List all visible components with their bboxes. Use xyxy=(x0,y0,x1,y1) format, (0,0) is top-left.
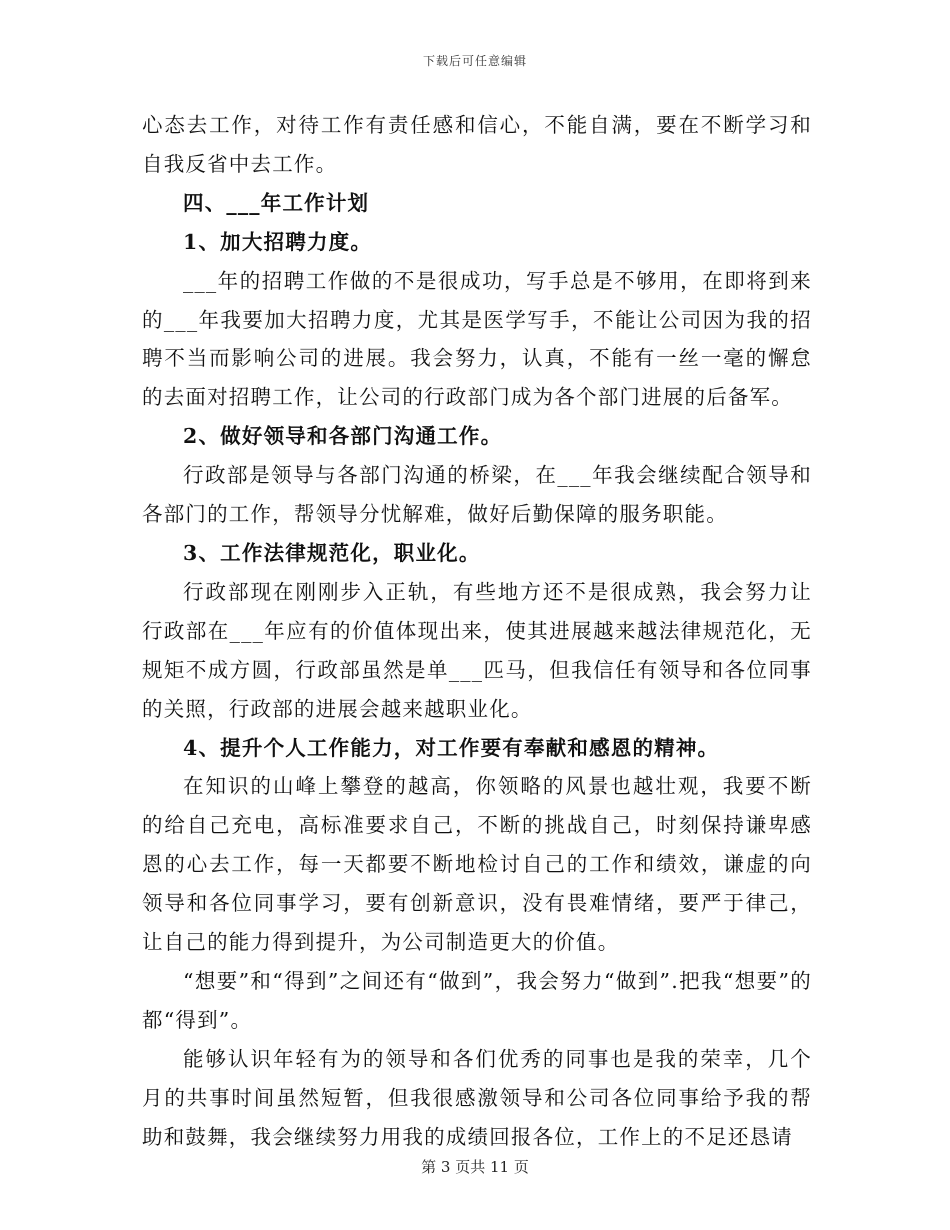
paragraph: “想要”和“得到”之间还有“做到”，我会努力“做到”.把我“想要”的都“得到”。 xyxy=(142,968,812,1032)
subsection-heading: 3、工作法律规范化，职业化。 xyxy=(183,540,481,565)
paragraph: ___年的招聘工作做的不是很成功，写手总是不够用，在即将到来的___年我要加大招聘力度，尤其是医学写手，不能让公司因为我的招聘不当而影响公司的进展。我会努力，认真，不能有一丝一毫的懈怠的去面对招聘工作，让公司的行政部门成为各个部门进展的后备军。 xyxy=(142,268,812,410)
subsection-heading: 1、加大招聘力度。 xyxy=(183,229,373,254)
document-body xyxy=(142,106,812,1156)
paragraph: 行政部现在刚刚步入正轨，有些地方还不是很成熟，我会努力让行政部在___年应有的价值体现出来，使其进展越来越法律规范化，无规矩不成方圆，行政部虽然是单___匹马，但我信任有领导和各位同事的关照，行政部的进展会越来越职业化。 xyxy=(142,579,812,721)
section-heading: 四、___年工作计划 xyxy=(183,190,370,215)
paragraph: 心态去工作，对待工作有责任感和信心，不能自满，要在不断学习和自我反省中去工作。 xyxy=(142,113,812,176)
page-header: 下载后可任意编辑 xyxy=(422,54,527,68)
page-footer: 第 3 页共 11 页 xyxy=(421,1158,529,1176)
paragraph: 行政部是领导与各部门沟通的桥梁，在___年我会继续配合领导和各部门的工作，帮领导分忧解难，做好后勤保障的服务职能。 xyxy=(142,463,812,527)
subsection-heading: 4、提升个人工作能力，对工作要有奉献和感恩的精神。 xyxy=(183,735,720,760)
paragraph: 能够认识年轻有为的领导和各们优秀的同事也是我的荣幸，几个月的共事时间虽然短暂，但我很感激领导和公司各位同事给予我的帮助和鼓舞，我会继续努力用我的成绩回报各位，工作上的不足还恳请 xyxy=(142,1046,812,1149)
paragraph: 在知识的山峰上攀登的越高，你领略的风景也越壮观，我要不断的给自己充电，高标准要求自己，不断的挑战自己，时刻保持谦卑感恩的心去工作，每一天都要不断地检讨自己的工作和绩效，谦虚的向领导和各位同事学习，要有创新意识，没有畏难情绪，要严于律己，让自己的能力得到提升，为公司制造更大的价值。 xyxy=(142,774,812,955)
subsection-heading: 2、做好领导和各部门沟通工作。 xyxy=(183,424,503,449)
